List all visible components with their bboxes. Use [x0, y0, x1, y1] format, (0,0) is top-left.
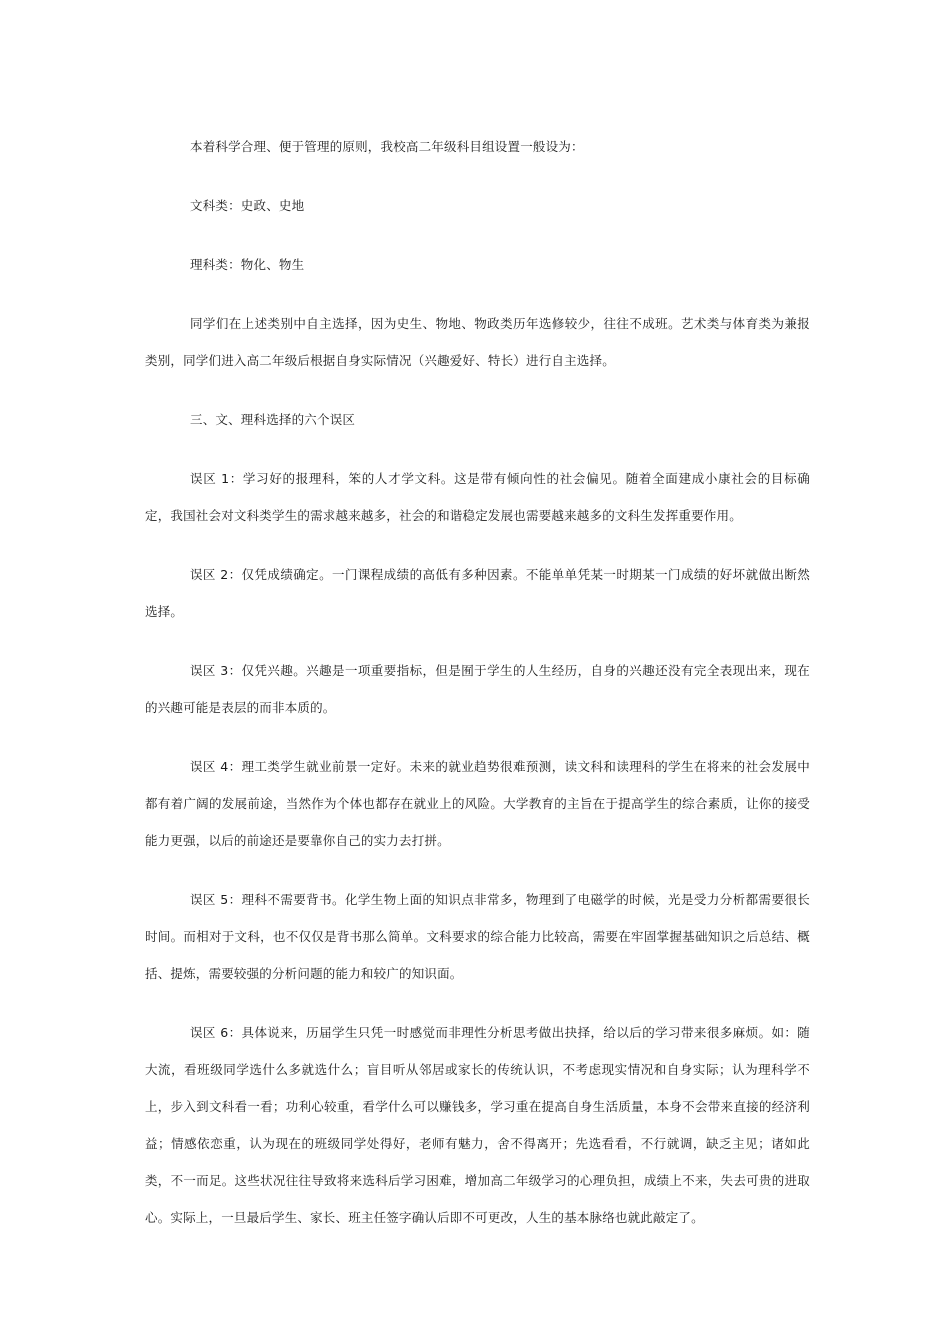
document-body: [145, 128, 810, 1236]
paragraph-misconception-5: 误区 5：理科不需要背书。化学生物上面的知识点非常多，物理到了电磁学的时候，光是受力分析都需要很长时间。而相对于文科，也不仅仅是背书那么简单。文科要求的综合能力比较高，需要在牢固掌握基础知识之后总结、概括、提炼，需要较强的分析问题的能力和较广的知识面。: [145, 892, 810, 981]
paragraph-misconception-2: 误区 2：仅凭成绩确定。一门课程成绩的高低有多种因素。不能单单凭某一时期某一门成绩的好坏就做出断然选择。: [145, 567, 810, 619]
paragraph-liberal-arts-groups: 文科类：史政、史地: [190, 198, 305, 213]
paragraph-misconception-4: 误区 4：理工类学生就业前景一定好。未来的就业趋势很难预测，读文科和读理科的学生在将来的社会发展中都有着广阔的发展前途，当然作为个体也都存在就业上的风险。大学教育的主旨在于提高学生的综合素质，让你的接受能力更强，以后的前途还是要靠你自己的实力去打拼。: [145, 759, 810, 848]
paragraph-science-groups: 理科类：物化、物生: [190, 257, 305, 272]
section-heading-six-misconceptions: 三、文、理科选择的六个误区: [190, 412, 356, 427]
paragraph-principle: 本着科学合理、便于管理的原则，我校高二年级科目组设置一般设为：: [190, 139, 584, 154]
paragraph-misconception-1: 误区 1：学习好的报理科，笨的人才学文科。这是带有倾向性的社会偏见。随着全面建成小康社会的目标确定，我国社会对文科类学生的需求越来越多，社会的和谐稳定发展也需要越来越多的文科生发挥重要作用。: [145, 471, 810, 523]
paragraph-self-selection: 同学们在上述类别中自主选择，因为史生、物地、物政类历年选修较少，往往不成班。艺术类与体育类为兼报类别，同学们进入高二年级后根据自身实际情况（兴趣爱好、特长）进行自主选择。: [145, 316, 810, 368]
paragraph-misconception-6: 误区 6：具体说来，历届学生只凭一时感觉而非理性分析思考做出抉择，给以后的学习带来很多麻烦。如：随大流，看班级同学选什么多就选什么；盲目听从邻居或家长的传统认识，不考虑现实情况和自身实际；认为理科学不上，步入到文科看一看；功利心较重，看学什么可以赚钱多，学习重在提高自身生活质量，本身不会带来直接的经济利益；情感依恋重，认为现在的班级同学处得好，老师有魅力，舍不得离开；先选看看，不行就调，缺乏主见；诸如此类，不一而足。这些状况往往导致将来选科后学习困难，增加高二年级学习的心理负担，成绩上不来，失去可贵的进取心。实际上，一旦最后学生、家长、班主任签字确认后即不可更改，人生的基本脉络也就此敲定了。: [145, 1025, 810, 1225]
paragraph-misconception-3: 误区 3：仅凭兴趣。兴趣是一项重要指标，但是囿于学生的人生经历，自身的兴趣还没有完全表现出来，现在的兴趣可能是表层的而非本质的。: [145, 663, 810, 715]
